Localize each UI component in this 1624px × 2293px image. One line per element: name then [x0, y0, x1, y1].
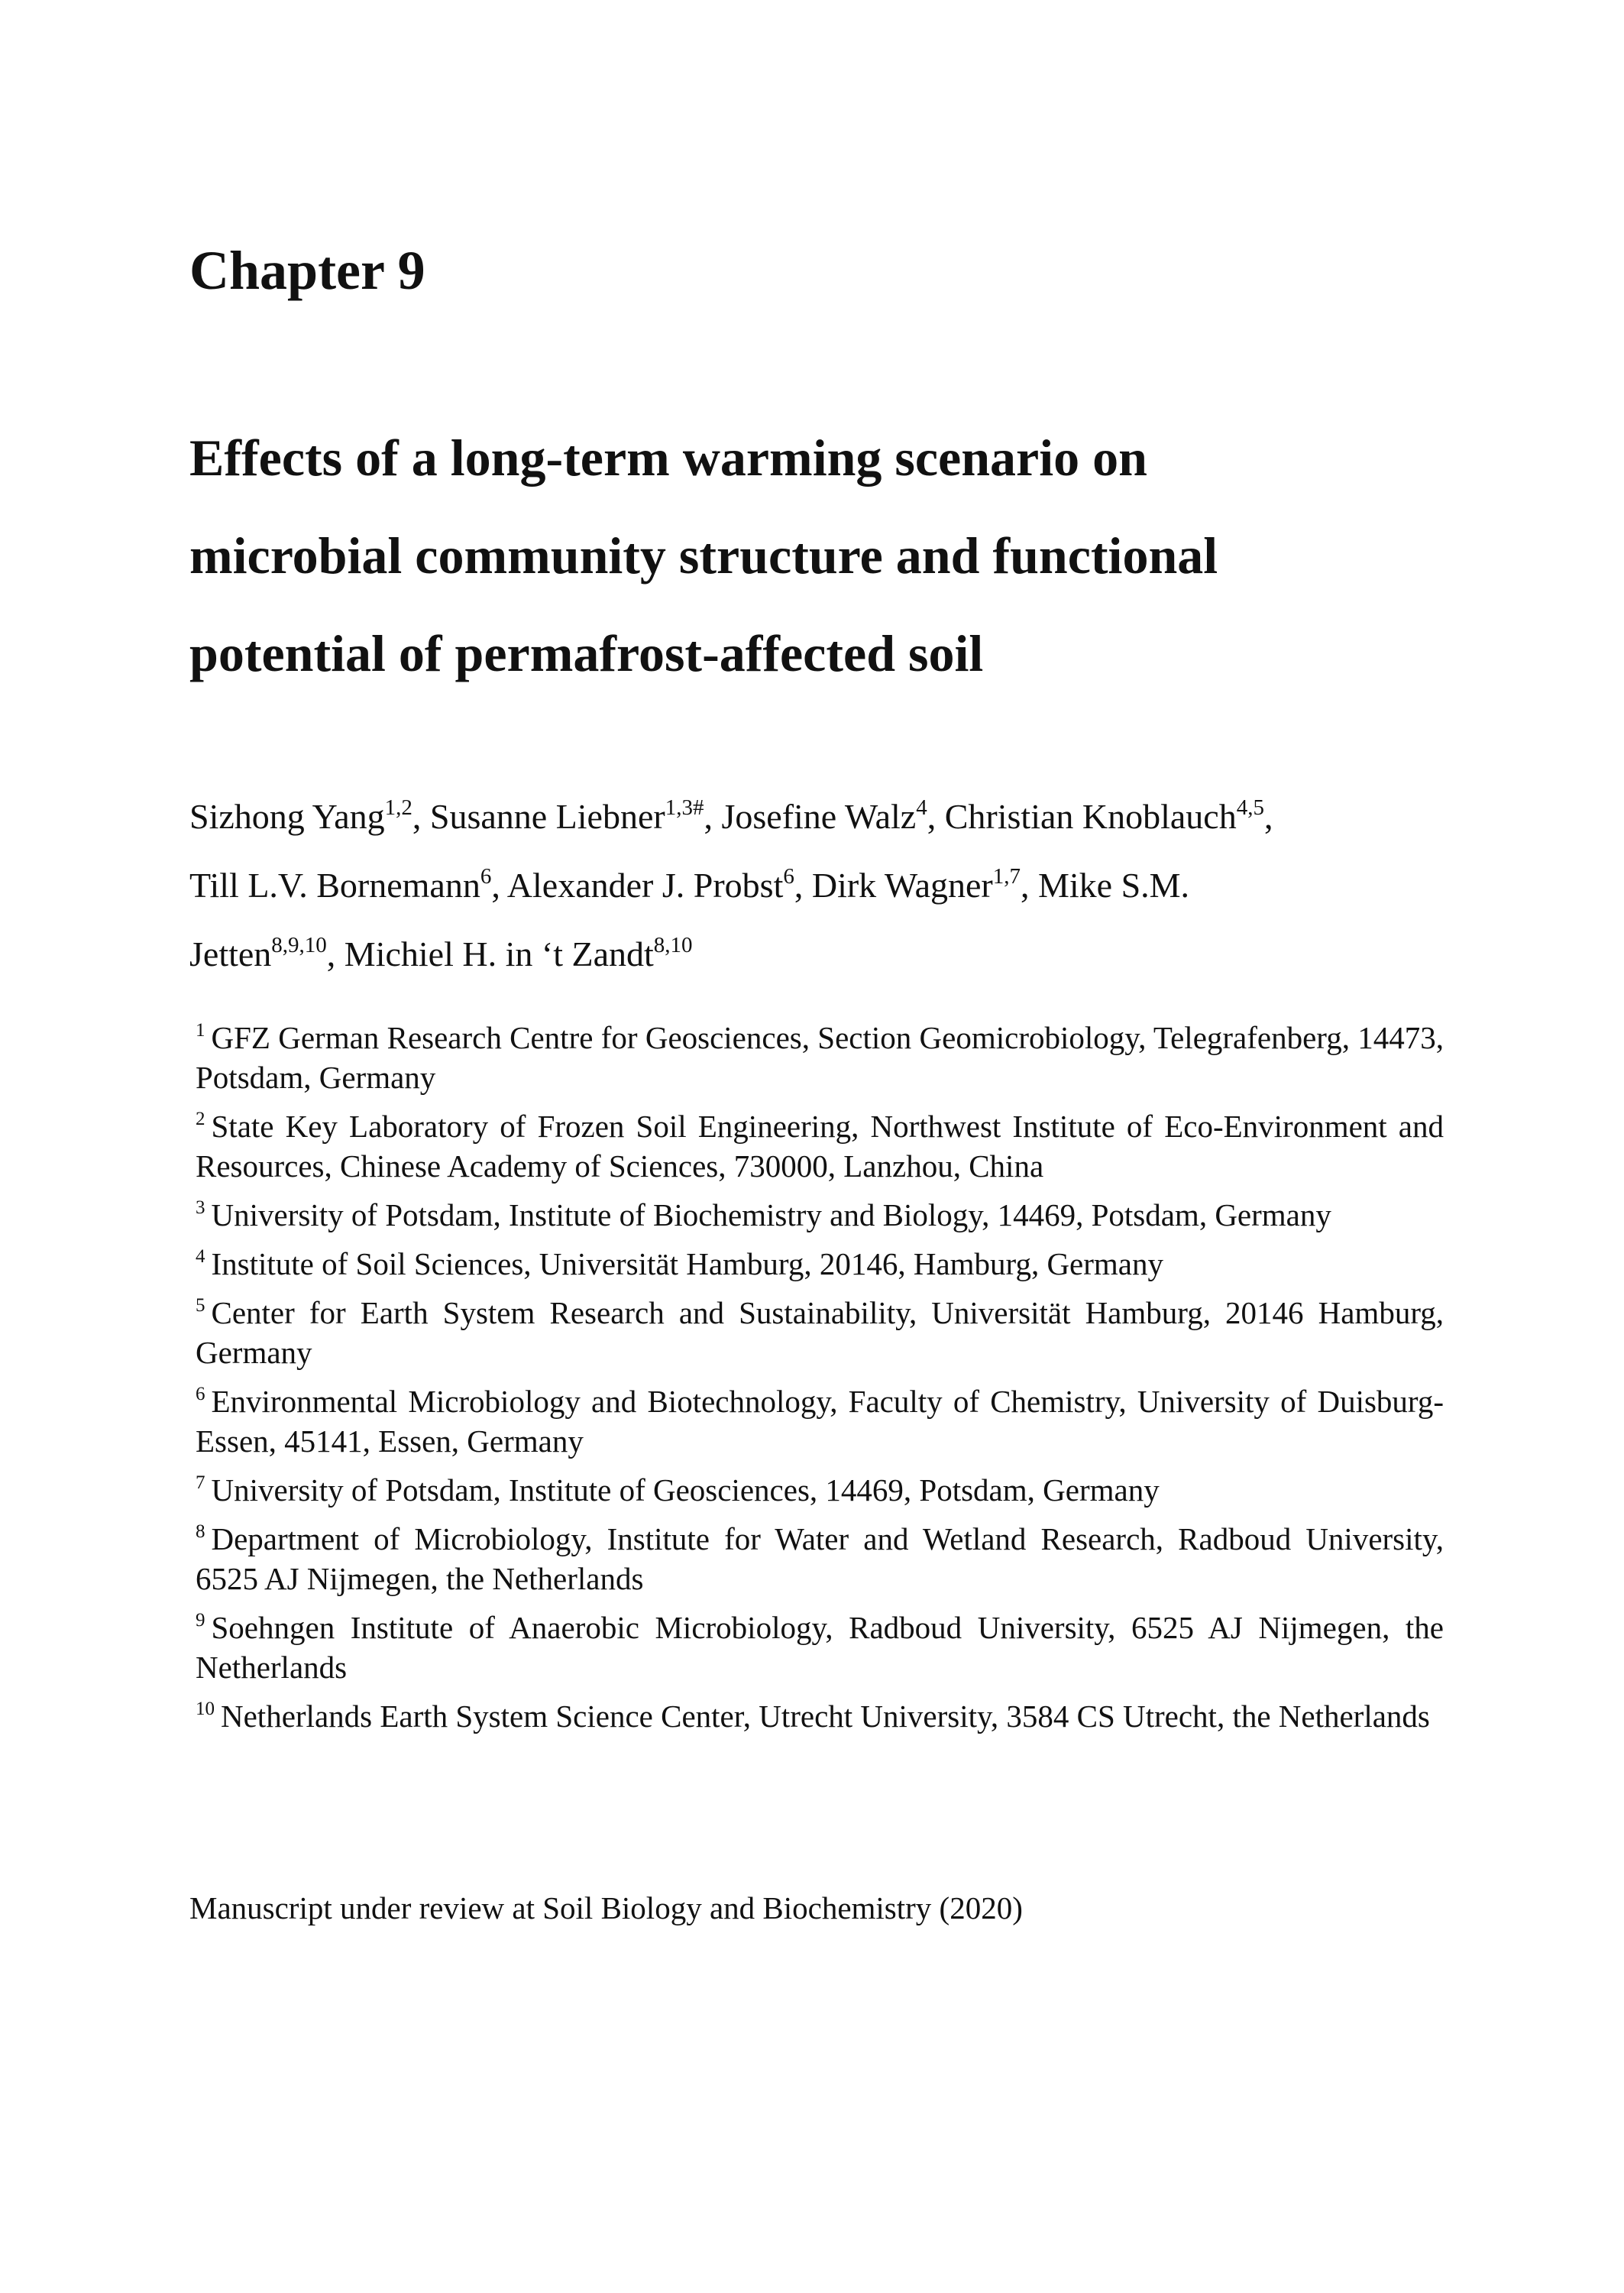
author-name: Sizhong Yang [189, 797, 385, 836]
affiliation-number: 1 [196, 1020, 205, 1041]
affiliation-text: University of Potsdam, Institute of Geosciences, 14469, Potsdam, Germany [211, 1472, 1160, 1508]
affiliation-list [196, 1018, 1444, 1745]
affiliation-text: State Key Laboratory of Frozen Soil Engineering, Northwest Institute of Eco-Environment and Resources, Chinese Academy of Sciences, 730000, Lanzhou, China [196, 1109, 1444, 1184]
affiliation-number: 6 [196, 1384, 205, 1404]
title-line: microbial community structure and functional [189, 526, 1218, 585]
affiliation-number: 10 [196, 1699, 215, 1719]
affiliation-number: 2 [196, 1109, 205, 1129]
author-name: , Dirk Wagner [794, 866, 993, 905]
affiliation-text: Netherlands Earth System Science Center, Utrecht University, 3584 CS Utrecht, the Netherlands [221, 1699, 1430, 1734]
affiliation-number: 5 [196, 1295, 205, 1316]
author-affiliation-mark: 4,5 [1236, 795, 1264, 820]
author-affiliation-mark: 8,9,10 [271, 933, 327, 957]
author-affiliation-mark: 1,7 [992, 864, 1021, 889]
title-line: potential of permafrost-affected soil [189, 624, 984, 682]
chapter-heading: Chapter 9 [189, 240, 425, 301]
affiliation [196, 1195, 1444, 1235]
affiliation [196, 1519, 1444, 1598]
author-name: , Christian Knoblauch [927, 797, 1237, 836]
author-list [189, 782, 1534, 989]
affiliation [196, 1106, 1444, 1186]
affiliation [196, 1381, 1444, 1461]
affiliation-text: Department of Microbiology, Institute for Water and Wetland Research, Radboud University, 6525 AJ Nijmegen, the Netherlands [196, 1521, 1444, 1596]
affiliation-number: 8 [196, 1521, 205, 1542]
affiliation [196, 1470, 1444, 1510]
author-name: , Alexander J. Probst [491, 866, 784, 905]
author-affiliation-mark: 1,3# [665, 795, 704, 820]
affiliation-text: University of Potsdam, Institute of Biochemistry and Biology, 14469, Potsdam, Germany [211, 1197, 1331, 1232]
affiliation-number: 4 [196, 1246, 205, 1267]
affiliation-text: Environmental Microbiology and Biotechnology, Faculty of Chemistry, University of Duisburg-Essen, 45141, Essen, Germany [196, 1384, 1444, 1459]
author-name: , Susanne Liebner [412, 797, 665, 836]
affiliation-number: 7 [196, 1472, 205, 1493]
title-line: Effects of a long-term warming scenario on [189, 429, 1147, 487]
author-name: , Michiel H. in ‘t Zandt [326, 934, 654, 973]
author-name: Jetten [189, 934, 272, 973]
chapter-title [189, 409, 1564, 702]
affiliation-number: 3 [196, 1197, 205, 1218]
affiliation [196, 1018, 1444, 1097]
affiliation-text: Institute of Soil Sciences, Universität Hamburg, 20146, Hamburg, Germany [211, 1246, 1163, 1281]
affiliation [196, 1608, 1444, 1687]
author-affiliation-mark: 4 [916, 795, 927, 820]
author-name: Till L.V. Bornemann [189, 866, 480, 905]
affiliation-text: Center for Earth System Research and Sustainability, Universität Hamburg, 20146 Hamburg, Germany [196, 1295, 1444, 1370]
author-affiliation-mark: 1,2 [384, 795, 412, 820]
author-name: , Josefine Walz [704, 797, 917, 836]
publication-note: Manuscript under review at Soil Biology and Biochemistry (2020) [189, 1890, 1023, 1925]
author-affiliation-mark: 8,10 [653, 933, 693, 957]
author-name: , Mike S.M. [1020, 866, 1190, 905]
affiliation [196, 1244, 1444, 1284]
affiliation [196, 1293, 1444, 1372]
author-separator: , [1263, 797, 1273, 836]
affiliation-number: 9 [196, 1610, 205, 1631]
affiliation-text: Soehngen Institute of Anaerobic Microbiology, Radboud University, 6525 AJ Nijmegen, the Netherlands [196, 1610, 1444, 1685]
affiliation [196, 1696, 1444, 1736]
author-line [189, 782, 1534, 851]
author-affiliation-mark: 6 [480, 864, 492, 889]
author-line [189, 851, 1534, 920]
author-line [189, 920, 1534, 989]
affiliation-text: GFZ German Research Centre for Geosciences, Section Geomicrobiology, Telegrafenberg, 14473, Potsdam, Germany [196, 1020, 1444, 1095]
author-affiliation-mark: 6 [783, 864, 794, 889]
